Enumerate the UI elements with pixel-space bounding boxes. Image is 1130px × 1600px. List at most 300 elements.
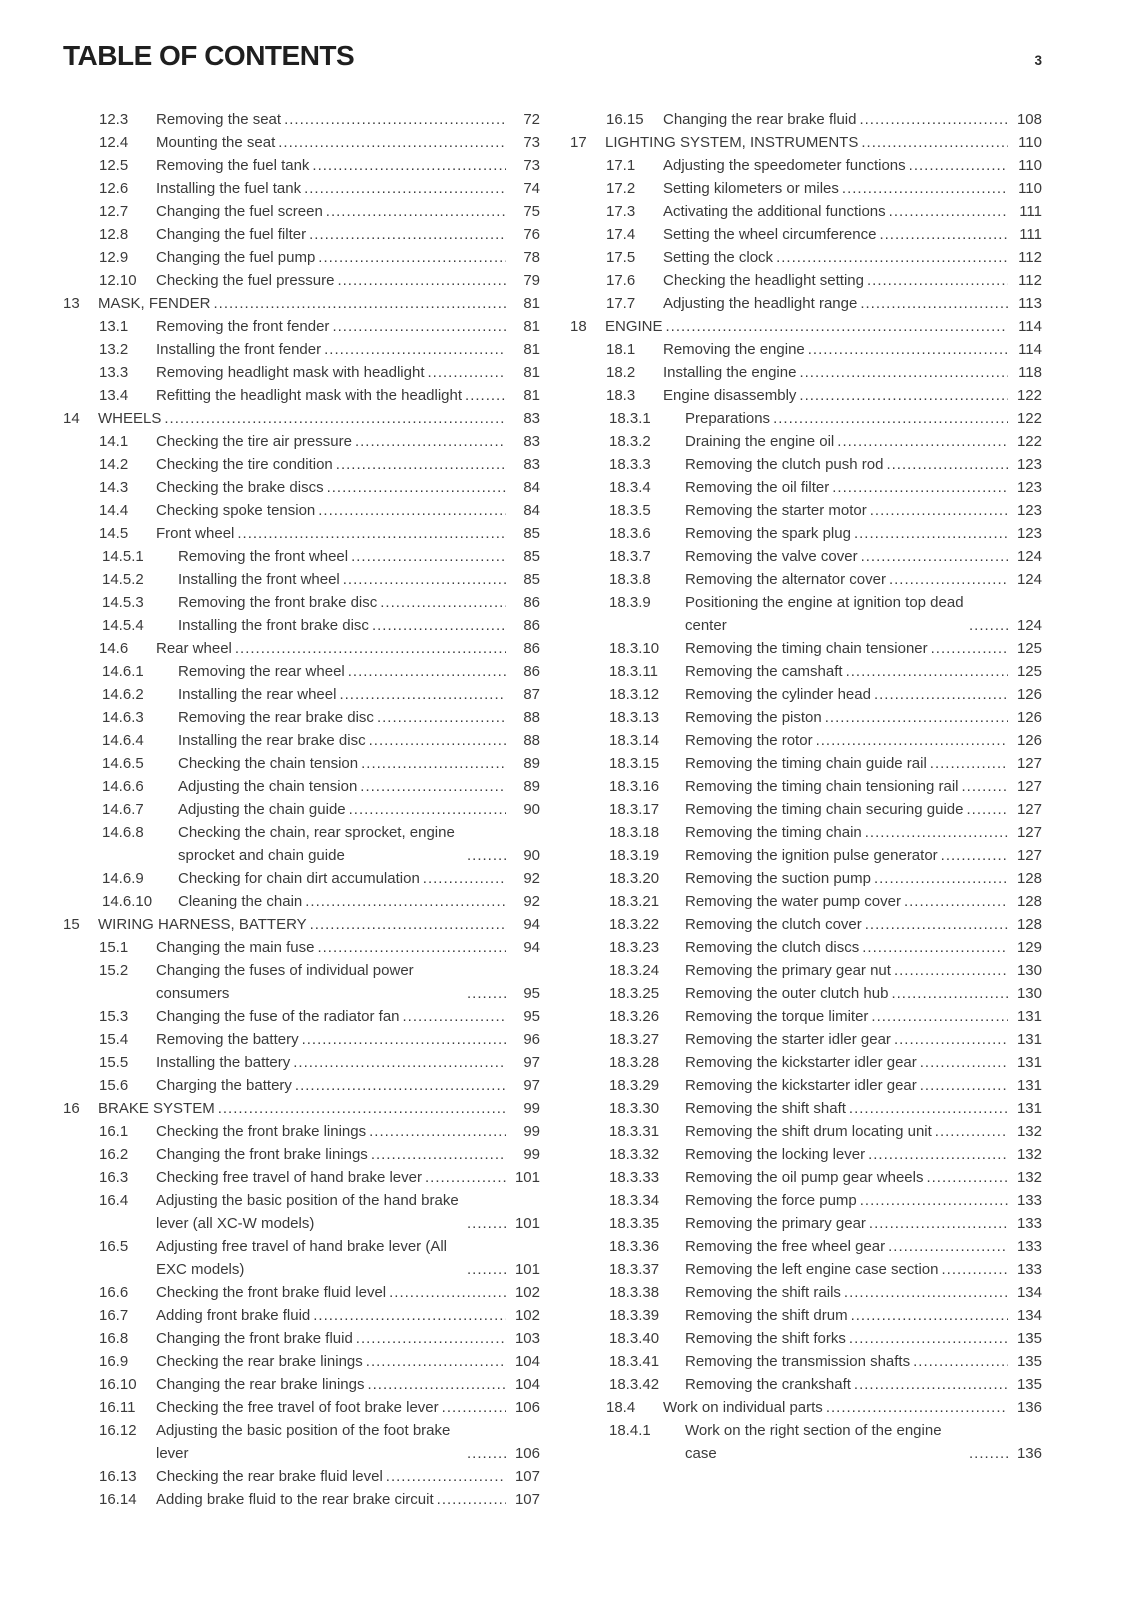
dot-leader (321, 338, 506, 361)
dot-leader (464, 1212, 506, 1235)
toc-entry (570, 430, 1042, 453)
toc-entry (63, 1074, 540, 1097)
toc-entry-page: 131 (1016, 1054, 1042, 1071)
toc-entry-page: 83 (523, 433, 540, 450)
toc-entry-title: Removing the fuel tank (156, 157, 310, 174)
toc-entry-page: 74 (523, 180, 540, 197)
toc-entry-title: Charging the battery (156, 1077, 292, 1094)
toc-entry-title: Changing the fuel pump (156, 249, 316, 266)
dot-leader (867, 499, 1008, 522)
toc-entry-title: Installing the engine (663, 364, 797, 381)
toc-entry (570, 867, 1042, 890)
toc-entry-number: 14.6.4 (102, 732, 144, 749)
toc-entry-title: Checking the brake discs (156, 479, 324, 496)
toc-entry (63, 499, 540, 522)
toc-entry (570, 1350, 1042, 1373)
toc-entry-number: 16.11 (99, 1399, 136, 1416)
toc-entry-title: Adjusting the chain guide (178, 801, 346, 818)
toc-entry (63, 867, 540, 890)
toc-entry-number: 18.3.29 (609, 1077, 660, 1094)
toc-entry-page: 103 (514, 1330, 540, 1347)
toc-entry-page: 114 (1018, 341, 1042, 358)
toc-entry-title: Removing the torque limiter (685, 1008, 869, 1025)
toc-entry-title: Positioning the engine at ignition top dead center (685, 594, 964, 634)
dot-leader (868, 1005, 1008, 1028)
toc-entry-title: Removing the shift shaft (685, 1100, 846, 1117)
toc-entry (63, 660, 540, 683)
toc-entry-number: 18.3.26 (609, 1008, 660, 1025)
dot-leader (302, 890, 506, 913)
toc-entry (63, 1304, 540, 1327)
page-header (63, 42, 1042, 70)
toc-entry-title: Changing the rear brake fluid (663, 111, 857, 128)
toc-entry (63, 1419, 540, 1465)
toc-entry-title: Front wheel (156, 525, 235, 542)
toc-entry-page: 83 (523, 456, 540, 473)
toc-entry-title: Adding brake fluid to the rear brake circuit (156, 1491, 434, 1508)
toc-entry-title: Adjusting the chain tension (178, 778, 358, 795)
toc-entry (63, 315, 540, 338)
toc-entry (63, 821, 540, 867)
toc-entry-number: 14.4 (99, 502, 129, 519)
dot-leader (434, 1488, 506, 1511)
toc-entry-page: 111 (1019, 203, 1042, 220)
toc-entry-number: 15.2 (99, 962, 129, 979)
toc-entry-number: 14.6.3 (102, 709, 144, 726)
toc-entry-page: 123 (1016, 479, 1042, 496)
dot-leader (866, 1212, 1008, 1235)
toc-entry-page: 113 (1018, 295, 1042, 312)
toc-entry-title: Cleaning the chain (178, 893, 303, 910)
toc-entry-title: Installing the front wheel (178, 571, 340, 588)
toc-entry-number: 16.6 (99, 1284, 129, 1301)
toc-entry-number: 16.10 (99, 1376, 137, 1393)
dot-leader (823, 1396, 1008, 1419)
toc-entry-number: 18.3.36 (609, 1238, 660, 1255)
toc-entry (570, 1097, 1042, 1120)
toc-entry (570, 1373, 1042, 1396)
toc-entry-number: 16.4 (99, 1192, 129, 1209)
dot-leader (796, 384, 1008, 407)
toc-entry (63, 545, 540, 568)
toc-entry-title: Removing the valve cover (685, 548, 858, 565)
toc-entry-page: 88 (523, 732, 540, 749)
toc-entry-title: Removing the primary gear nut (685, 962, 891, 979)
toc-entry (63, 1350, 540, 1373)
toc-entry (63, 430, 540, 453)
dot-leader (901, 890, 1008, 913)
toc-entry (570, 1258, 1042, 1281)
toc-entry (570, 1327, 1042, 1350)
toc-entry-number: 18.3.37 (609, 1261, 660, 1278)
dot-leader (917, 1051, 1008, 1074)
dot-leader (366, 729, 506, 752)
dot-leader (846, 1327, 1008, 1350)
toc-entry-number: 12.3 (99, 111, 129, 128)
toc-entry-number: 16.13 (99, 1468, 137, 1485)
toc-entry-page: 127 (1016, 847, 1042, 864)
toc-entry-number: 14.5.4 (102, 617, 144, 634)
toc-entry-page: 123 (1016, 525, 1042, 542)
toc-entry (570, 729, 1042, 752)
toc-entry-page: 124 (1016, 548, 1042, 565)
toc-entry (570, 154, 1042, 177)
toc-entry-title: Removing the ignition pulse generator (685, 847, 938, 864)
dot-leader (315, 499, 506, 522)
toc-entry-title: Rear wheel (156, 640, 232, 657)
toc-entry (570, 384, 1042, 407)
toc-entry-number: 15.6 (99, 1077, 129, 1094)
toc-entry (570, 683, 1042, 706)
toc-entry-page: 106 (514, 1445, 540, 1462)
toc-entry-page: 127 (1016, 755, 1042, 772)
toc-entry-page: 132 (1016, 1146, 1042, 1163)
toc-entry (570, 246, 1042, 269)
toc-entry-number: 18.3.3 (609, 456, 651, 473)
toc-columns (63, 108, 1042, 1511)
dot-leader (917, 1074, 1008, 1097)
toc-entry-number: 12.7 (99, 203, 129, 220)
dot-leader (876, 223, 1008, 246)
toc-entry-title: Removing the rear brake disc (178, 709, 374, 726)
dot-leader (324, 476, 506, 499)
toc-entry-page: 90 (523, 801, 540, 818)
dot-leader (923, 1166, 1008, 1189)
toc-entry-number: 18.3.41 (609, 1353, 660, 1370)
toc-entry-number: 17.3 (606, 203, 636, 220)
toc-entry-title: Removing the seat (156, 111, 282, 128)
dot-leader (829, 476, 1008, 499)
toc-entry-number: 12.4 (99, 134, 129, 151)
toc-entry-title: Removing the starter idler gear (685, 1031, 891, 1048)
toc-entry (63, 1120, 540, 1143)
toc-entry (63, 913, 540, 936)
toc-entry-page: 131 (1016, 1008, 1042, 1025)
toc-entry-page: 131 (1016, 1031, 1042, 1048)
toc-entry-title: Preparations (685, 410, 771, 427)
toc-entry-page: 134 (1016, 1307, 1042, 1324)
toc-entry-title: Removing the timing chain (685, 824, 862, 841)
toc-entry-title: Adjusting the basic position of the foot brake lever (156, 1422, 451, 1462)
toc-entry-page: 95 (523, 985, 540, 1002)
toc-entry-title: Removing the clutch discs (685, 939, 860, 956)
toc-entry-title: Removing the force pump (685, 1192, 857, 1209)
toc-entry (63, 614, 540, 637)
dot-leader (357, 775, 506, 798)
toc-entry-number: 16.3 (99, 1169, 129, 1186)
toc-entry-title: Removing the cylinder head (685, 686, 871, 703)
toc-entry-page: 135 (1016, 1353, 1042, 1370)
toc-entry-number: 18.3.19 (609, 847, 660, 864)
dot-leader (663, 315, 1008, 338)
toc-entry-title: Removing the starter motor (685, 502, 867, 519)
toc-entry-number: 18.3.33 (609, 1169, 660, 1186)
toc-entry-number: 18.3.8 (609, 571, 651, 588)
toc-entry-page: 92 (523, 870, 540, 887)
toc-entry-title: Removing the timing chain guide rail (685, 755, 927, 772)
toc-entry (63, 453, 540, 476)
dot-leader (358, 752, 506, 775)
toc-entry (63, 154, 540, 177)
toc-entry (63, 1396, 540, 1419)
toc-entry-page: 99 (523, 1123, 540, 1140)
toc-entry (63, 476, 540, 499)
toc-entry-title: Removing the front brake disc (178, 594, 378, 611)
toc-entry-page: 129 (1016, 939, 1042, 956)
dot-leader (857, 292, 1008, 315)
toc-entry-title: Checking for chain dirt accumulation (178, 870, 420, 887)
toc-entry (63, 269, 540, 292)
toc-entry-title: Changing the fuel filter (156, 226, 307, 243)
toc-entry-title: Removing the shift drum locating unit (685, 1123, 932, 1140)
toc-entry (63, 775, 540, 798)
toc-entry-page: 79 (523, 272, 540, 289)
toc-entry-page: 87 (523, 686, 540, 703)
toc-entry-number: 18.2 (606, 364, 636, 381)
toc-entry-title: Adding front brake fluid (156, 1307, 311, 1324)
toc-entry-title: Removing the transmission shafts (685, 1353, 911, 1370)
dot-leader (307, 913, 506, 936)
toc-entry (63, 1327, 540, 1350)
toc-entry-page: 97 (523, 1077, 540, 1094)
toc-entry-number: 17 (570, 134, 587, 151)
toc-entry (63, 1281, 540, 1304)
toc-entry-title: Changing the front brake fluid (156, 1330, 353, 1347)
toc-entry-number: 18.3.13 (609, 709, 660, 726)
toc-entry (63, 338, 540, 361)
dot-leader (281, 108, 506, 131)
toc-entry-title: Work on individual parts (663, 1399, 823, 1416)
toc-entry-title: Removing the piston (685, 709, 822, 726)
toc-entry-title: Removing the water pump cover (685, 893, 901, 910)
toc-entry (63, 568, 540, 591)
toc-entry-number: 16.2 (99, 1146, 129, 1163)
toc-entry-page: 94 (523, 916, 540, 933)
toc-entry-page: 72 (523, 111, 540, 128)
toc-entry (570, 1281, 1042, 1304)
toc-entry-page: 81 (523, 364, 540, 381)
toc-entry-title: Removing the clutch cover (685, 916, 862, 933)
dot-leader (856, 108, 1008, 131)
toc-entry (63, 1166, 540, 1189)
toc-entry-page: 118 (1018, 364, 1042, 381)
toc-entry-number: 17.5 (606, 249, 636, 266)
dot-leader (439, 1396, 506, 1419)
toc-entry-title: Installing the fuel tank (156, 180, 302, 197)
toc-entry-page: 125 (1016, 640, 1042, 657)
toc-entry-page: 106 (514, 1399, 540, 1416)
dot-leader (864, 269, 1008, 292)
toc-column-right (570, 108, 1042, 1465)
toc-entry-page: 112 (1018, 272, 1042, 289)
toc-entry-number: 13.3 (99, 364, 129, 381)
dot-leader (345, 660, 506, 683)
toc-entry-page: 86 (523, 617, 540, 634)
toc-entry (570, 1235, 1042, 1258)
toc-entry-number: 14.6.7 (102, 801, 144, 818)
toc-entry-page: 86 (523, 640, 540, 657)
toc-entry-page: 90 (523, 847, 540, 864)
toc-entry-number: 15.3 (99, 1008, 129, 1025)
toc-entry-page: 76 (523, 226, 540, 243)
toc-entry-number: 14.5.1 (102, 548, 144, 565)
dot-leader (773, 246, 1008, 269)
toc-entry (570, 292, 1042, 315)
toc-entry-page: 99 (523, 1146, 540, 1163)
dot-leader (770, 407, 1008, 430)
toc-entry-number: 12.6 (99, 180, 129, 197)
toc-entry-page: 107 (514, 1491, 540, 1508)
dot-leader (299, 1028, 506, 1051)
toc-entry-title: Removing the rear wheel (178, 663, 345, 680)
toc-entry-title: Mounting the seat (156, 134, 276, 151)
toc-entry-title: Draining the engine oil (685, 433, 835, 450)
dot-leader (464, 1442, 506, 1465)
toc-entry-page: 124 (1016, 617, 1042, 634)
dot-leader (464, 844, 506, 867)
dot-leader (424, 361, 506, 384)
toc-entry-number: 18.3.24 (609, 962, 660, 979)
toc-entry-title: WHEELS (98, 410, 162, 427)
toc-entry-number: 18.3.25 (609, 985, 660, 1002)
toc-entry (570, 982, 1042, 1005)
toc-entry-page: 73 (523, 134, 540, 151)
toc-entry (570, 568, 1042, 591)
toc-entry-title: Removing the shift drum (685, 1307, 848, 1324)
toc-entry-title: Removing the camshaft (685, 663, 843, 680)
toc-entry-number: 14.3 (99, 479, 129, 496)
toc-entry-page: 73 (523, 157, 540, 174)
dot-leader (366, 1120, 506, 1143)
toc-entry (63, 361, 540, 384)
dot-leader (215, 1097, 506, 1120)
toc-entry-page: 99 (523, 1100, 540, 1117)
toc-entry-title: Removing the front wheel (178, 548, 349, 565)
toc-entry (63, 108, 540, 131)
toc-entry-title: Removing the timing chain tensioning rail (685, 778, 959, 795)
dot-leader (822, 706, 1008, 729)
dot-leader (211, 292, 506, 315)
toc-entry-number: 14.5 (99, 525, 129, 542)
toc-entry-title: Removing the primary gear (685, 1215, 866, 1232)
toc-entry-page: 123 (1016, 502, 1042, 519)
dot-leader (851, 1373, 1008, 1396)
toc-entry-number: 16.12 (99, 1422, 137, 1439)
toc-entry-page: 83 (523, 410, 540, 427)
toc-entry-title: Checking spoke tension (156, 502, 316, 519)
dot-leader (843, 660, 1008, 683)
dot-leader (886, 200, 1008, 223)
toc-entry (570, 1074, 1042, 1097)
toc-entry-number: 14.6.1 (102, 663, 144, 680)
toc-entry-number: 18.3.11 (609, 663, 658, 680)
toc-entry (63, 798, 540, 821)
toc-entry (63, 1465, 540, 1488)
toc-entry (570, 269, 1042, 292)
toc-entry-page: 86 (523, 594, 540, 611)
dot-leader (848, 1304, 1008, 1327)
dot-leader (966, 1442, 1008, 1465)
toc-entry-title: Checking the rear brake linings (156, 1353, 363, 1370)
toc-entry (570, 1028, 1042, 1051)
dot-leader (858, 545, 1008, 568)
toc-entry (63, 1235, 540, 1281)
toc-entry-title: Installing the battery (156, 1054, 291, 1071)
toc-entry (570, 1120, 1042, 1143)
toc-entry (63, 177, 540, 200)
toc-entry (570, 315, 1042, 338)
toc-entry-page: 84 (523, 502, 540, 519)
dot-leader (363, 1350, 506, 1373)
toc-entry-page: 127 (1016, 778, 1042, 795)
toc-entry-title: Removing the oil pump gear wheels (685, 1169, 924, 1186)
dot-leader (314, 936, 506, 959)
toc-entry-page: 78 (523, 249, 540, 266)
toc-entry (570, 591, 1042, 637)
dot-leader (862, 913, 1008, 936)
toc-entry (570, 1051, 1042, 1074)
toc-entry-title: Removing the outer clutch hub (685, 985, 889, 1002)
dot-leader (161, 407, 506, 430)
toc-entry-title: Changing the rear brake linings (156, 1376, 365, 1393)
dot-leader (462, 384, 506, 407)
dot-leader (329, 315, 506, 338)
toc-entry-number: 16.5 (99, 1238, 129, 1255)
toc-entry-page: 88 (523, 709, 540, 726)
toc-entry-number: 18.3.15 (609, 755, 660, 772)
toc-entry-number: 18.3.34 (609, 1192, 660, 1209)
toc-entry-number: 15.1 (99, 939, 129, 956)
toc-entry (570, 637, 1042, 660)
dot-leader (910, 1350, 1008, 1373)
toc-entry-page: 135 (1016, 1330, 1042, 1347)
toc-entry-number: 17.7 (606, 295, 636, 312)
toc-entry-number: 18.3.38 (609, 1284, 660, 1301)
toc-entry (570, 499, 1042, 522)
toc-entry-title: Installing the rear wheel (178, 686, 337, 703)
toc-entry-number: 18.3.35 (609, 1215, 660, 1232)
toc-entry-number: 16 (63, 1100, 80, 1117)
dot-leader (374, 706, 506, 729)
toc-entry-page: 101 (514, 1261, 540, 1278)
toc-entry-number: 12.10 (99, 272, 137, 289)
toc-entry-number: 13.1 (99, 318, 129, 335)
toc-entry-title: Checking the front brake fluid level (156, 1284, 387, 1301)
toc-entry-page: 94 (523, 939, 540, 956)
dot-leader (813, 729, 1008, 752)
toc-entry-page: 126 (1016, 732, 1042, 749)
dot-leader (805, 338, 1008, 361)
toc-entry-title: Adjusting the headlight range (663, 295, 858, 312)
toc-entry-title: Removing the timing chain tensioner (685, 640, 928, 657)
toc-entry-title: Changing the front brake linings (156, 1146, 368, 1163)
toc-entry (570, 798, 1042, 821)
toc-entry-page: 134 (1016, 1284, 1042, 1301)
toc-entry-page: 112 (1018, 249, 1042, 266)
toc-entry-number: 14.1 (99, 433, 129, 450)
dot-leader (290, 1051, 506, 1074)
toc-entry-number: 16.9 (99, 1353, 129, 1370)
toc-entry-page: 133 (1016, 1215, 1042, 1232)
toc-entry-page: 110 (1018, 157, 1042, 174)
toc-entry (570, 775, 1042, 798)
page-title: TABLE OF CONTENTS (63, 40, 355, 71)
toc-entry-title: Installing the front brake disc (178, 617, 369, 634)
toc-entry-title: Changing the fuses of individual power consumers (156, 962, 414, 1002)
dot-leader (368, 1143, 506, 1166)
toc-entry (570, 1304, 1042, 1327)
toc-entry (63, 1143, 540, 1166)
